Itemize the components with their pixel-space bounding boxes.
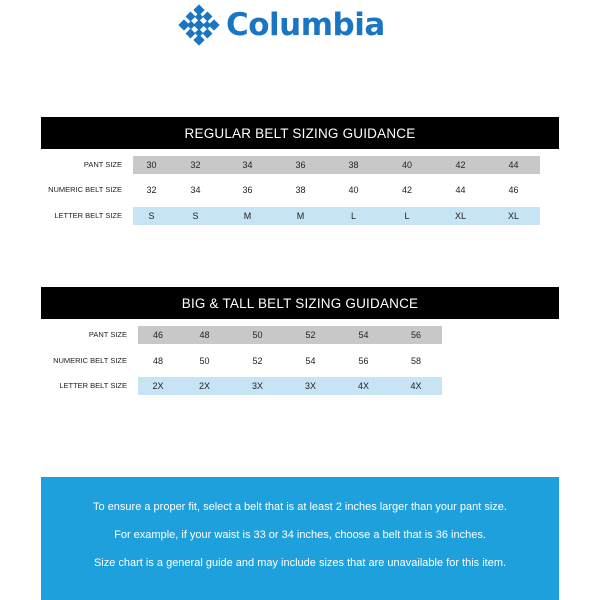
table-cell: 46 bbox=[508, 185, 519, 195]
table-cell: 56 bbox=[358, 356, 369, 366]
table-cell: 50 bbox=[199, 356, 210, 366]
table-cell: 40 bbox=[348, 185, 359, 195]
table-cell: XL bbox=[454, 211, 466, 221]
sizing-info-panel bbox=[41, 477, 559, 600]
table-cell: 42 bbox=[455, 160, 466, 170]
row-label: NUMERIC BELT SIZE bbox=[53, 356, 127, 365]
row-label: PANT SIZE bbox=[88, 330, 127, 339]
big-tall-letter-cells bbox=[138, 377, 442, 395]
regular-numeric-belt-row bbox=[0, 181, 600, 199]
big-tall-numeric-cells bbox=[138, 352, 442, 370]
table-cell: 54 bbox=[305, 356, 316, 366]
table-cell: M bbox=[296, 211, 305, 221]
table-cell: 38 bbox=[348, 160, 359, 170]
row-label: LETTER BELT SIZE bbox=[59, 381, 127, 390]
regular-letter-cells bbox=[133, 207, 540, 225]
table-cell: 48 bbox=[152, 356, 163, 366]
big-tall-pant-size-row bbox=[0, 326, 600, 344]
table-cell: 42 bbox=[401, 185, 412, 195]
table-cell: 2X bbox=[152, 381, 164, 391]
info-line-1: To ensure a proper fit, select a belt that is at least 2 inches larger than your pant size. bbox=[93, 501, 507, 513]
table-cell: L bbox=[404, 211, 410, 221]
table-cell: 32 bbox=[146, 185, 157, 195]
table-cell: S bbox=[148, 211, 155, 221]
info-line-2: For example, if your waist is 33 or 34 inches, choose a belt that is 36 inches. bbox=[114, 529, 486, 541]
table-cell: 3X bbox=[304, 381, 316, 391]
table-cell: 4X bbox=[357, 381, 369, 391]
info-line-3: Size chart is a general guide and may include sizes that are unavailable for this item. bbox=[93, 557, 507, 569]
table-cell: M bbox=[243, 211, 252, 221]
table-cell: 34 bbox=[190, 185, 201, 195]
table-cell: 36 bbox=[295, 160, 306, 170]
table-cell: L bbox=[350, 211, 356, 221]
table-cell: 32 bbox=[190, 160, 201, 170]
big-tall-pant-cells bbox=[138, 326, 442, 344]
table-cell: 52 bbox=[305, 330, 316, 340]
table-cell: S bbox=[192, 211, 199, 221]
table-cell: 44 bbox=[508, 160, 519, 170]
row-label: LETTER BELT SIZE bbox=[54, 211, 122, 220]
regular-numeric-cells bbox=[133, 181, 540, 199]
big-tall-sizing-banner: BIG & TALL BELT SIZING GUIDANCE bbox=[41, 287, 559, 319]
table-cell: 36 bbox=[242, 185, 253, 195]
columbia-diamond-icon bbox=[178, 4, 220, 46]
regular-letter-belt-row bbox=[0, 207, 600, 225]
table-cell: 44 bbox=[455, 185, 466, 195]
regular-pant-size-row bbox=[0, 156, 600, 174]
table-cell: 40 bbox=[401, 160, 412, 170]
table-cell: 50 bbox=[252, 330, 263, 340]
table-cell: 34 bbox=[242, 160, 253, 170]
table-cell: 30 bbox=[146, 160, 157, 170]
row-label: PANT SIZE bbox=[83, 160, 122, 169]
columbia-logo bbox=[178, 2, 385, 48]
table-cell: 4X bbox=[410, 381, 422, 391]
regular-pant-cells bbox=[133, 156, 540, 174]
big-tall-numeric-belt-row bbox=[0, 352, 600, 370]
table-cell: 2X bbox=[198, 381, 210, 391]
brand-name: Columbia bbox=[226, 6, 385, 43]
table-cell: 38 bbox=[295, 185, 306, 195]
table-cell: 48 bbox=[199, 330, 210, 340]
table-cell: 58 bbox=[410, 356, 421, 366]
table-cell: XL bbox=[507, 211, 519, 221]
table-cell: 54 bbox=[358, 330, 369, 340]
table-cell: 46 bbox=[152, 330, 163, 340]
big-tall-letter-belt-row bbox=[0, 377, 600, 395]
table-cell: 3X bbox=[251, 381, 263, 391]
row-label: NUMERIC BELT SIZE bbox=[48, 185, 122, 194]
table-cell: 56 bbox=[410, 330, 421, 340]
table-cell: 52 bbox=[252, 356, 263, 366]
regular-sizing-banner: REGULAR BELT SIZING GUIDANCE bbox=[41, 117, 559, 149]
